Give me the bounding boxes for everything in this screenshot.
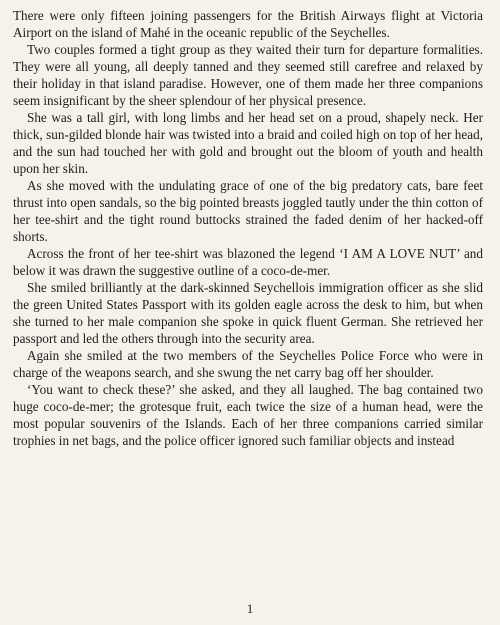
paragraph-3: She was a tall girl, with long limbs and her head set on a proud, shapely neck. Her thick, sun-gilded blonde hair was twisted into a braid and coiled high on top of her head, and the sun had touched her with gold and brought out the bloom of youth and health upon her skin.: [13, 110, 483, 176]
paragraph-5: Across the front of her tee-shirt was blazoned the legend ‘I AM A LOVE NUT’ and below it was drawn the suggestive outline of a coco-de-mer.: [13, 246, 483, 278]
paragraph-4: As she moved with the undulating grace of one of the big predatory cats, bare feet thrust into open sandals, so the big pointed breasts joggled tautly under the thin cotton of her tee-shirt and the tight round buttocks strained the faded denim of her hacked-off shorts.: [13, 178, 483, 244]
paragraph-6: She smiled brilliantly at the dark-skinned Seychellois immigration officer as she slid the green United States Passport with its golden eagle across the desk to him, but when she turned to her male companion she spoke in quick fluent German. She retrieved her passport and led the others through into the security area.: [13, 280, 483, 346]
paragraph-7: Again she smiled at the two members of the Seychelles Police Force who were in charge of the weapons search, and she swung the net carry bag off her shoulder.: [13, 348, 483, 380]
page-number: 1: [246, 601, 254, 616]
paragraph-1: There were only fifteen joining passengers for the British Airways flight at Victoria Airport on the island of Mahé in the oceanic republic of the Seychelles.: [13, 8, 483, 40]
paragraph-2: Two couples formed a tight group as they waited their turn for departure formalities. They were all young, all deeply tanned and they seemed still carefree and relaxed by their holiday in that island paradise. However, one of them made her three companions seem insignificant by the sheer splendour of her physical presence.: [13, 42, 483, 108]
paragraph-8: ‘You want to check these?’ she asked, and they all laughed. The bag contained two huge coco-de-mer; the grotesque fruit, each twice the size of a human head, were the most popular souvenirs of the Islands. Each of her three companions carried similar trophies in net bags, and the police officer ignored such familiar objects and instead: [13, 382, 483, 448]
